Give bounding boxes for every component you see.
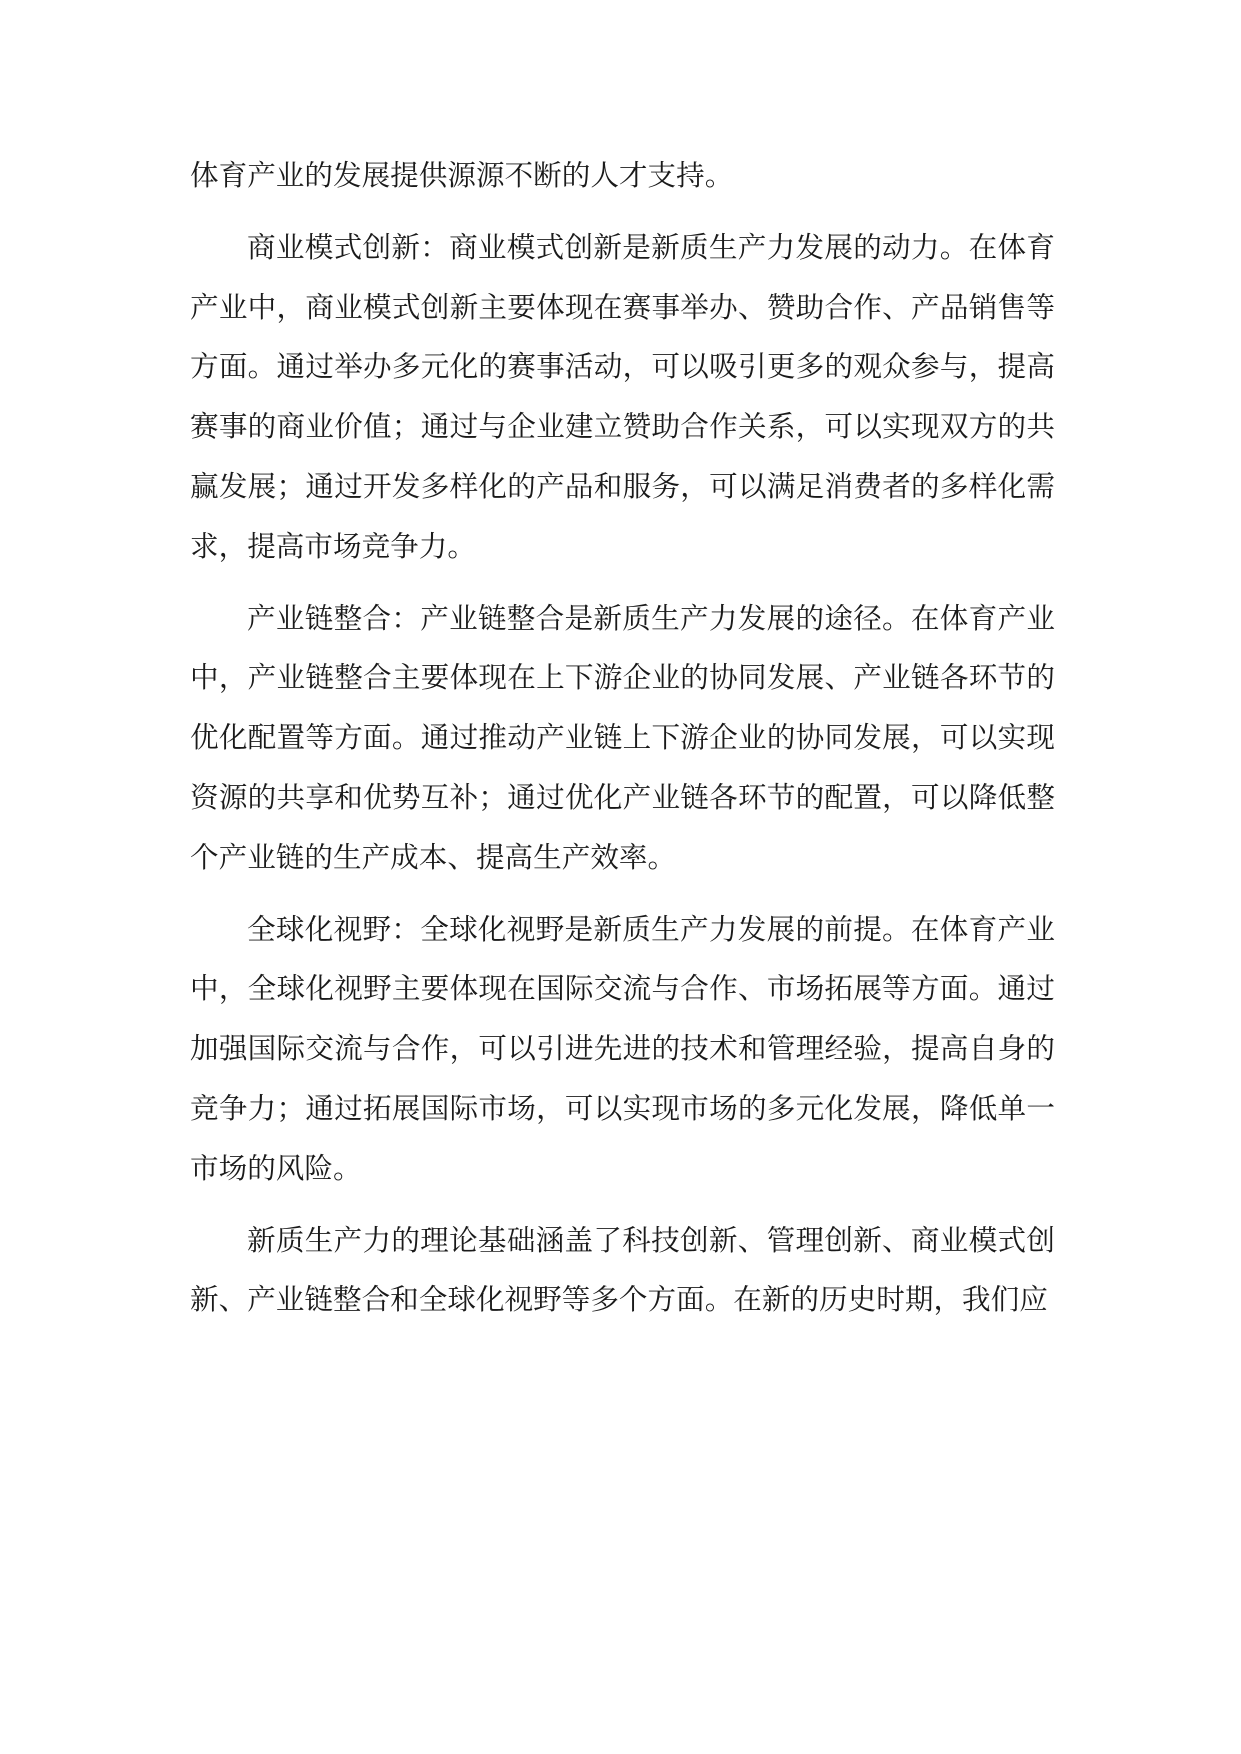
document-body: [190, 146, 1055, 1342]
paragraph-business-model-innovation: 商业模式创新：商业模式创新是新质生产力发展的动力。在体育产业中，商业模式创新主要体现在赛事举办、赞助合作、产品销售等方面。通过举办多元化的赛事活动，可以吸引更多的观众参与，提高赛事的商业价值；通过与企业建立赞助合作关系，可以实现双方的共赢发展；通过开发多样化的产品和服务，可以满足消费者的多样化需求，提高市场竞争力。: [190, 229, 1055, 563]
paragraph-continuation: 体育产业的发展提供源源不断的人才支持。: [190, 158, 734, 192]
paragraph-summary: 新质生产力的理论基础涵盖了科技创新、管理创新、商业模式创新、产业链整合和全球化视野等多个方面。在新的历史时期，我们应: [190, 1222, 1055, 1317]
paragraph-global-vision: 全球化视野：全球化视野是新质生产力发展的前提。在体育产业中，全球化视野主要体现在国际交流与合作、市场拓展等方面。通过加强国际交流与合作，可以引进先进的技术和管理经验，提高自身的竞争力；通过拓展国际市场，可以实现市场的多元化发展，降低单一市场的风险。: [190, 911, 1055, 1185]
paragraph-industry-chain-integration: 产业链整合：产业链整合是新质生产力发展的途径。在体育产业中，产业链整合主要体现在上下游企业的协同发展、产业链各环节的优化配置等方面。通过推动产业链上下游企业的协同发展，可以实现资源的共享和优势互补；通过优化产业链各环节的配置，可以降低整个产业链的生产成本、提高生产效率。: [190, 600, 1055, 874]
